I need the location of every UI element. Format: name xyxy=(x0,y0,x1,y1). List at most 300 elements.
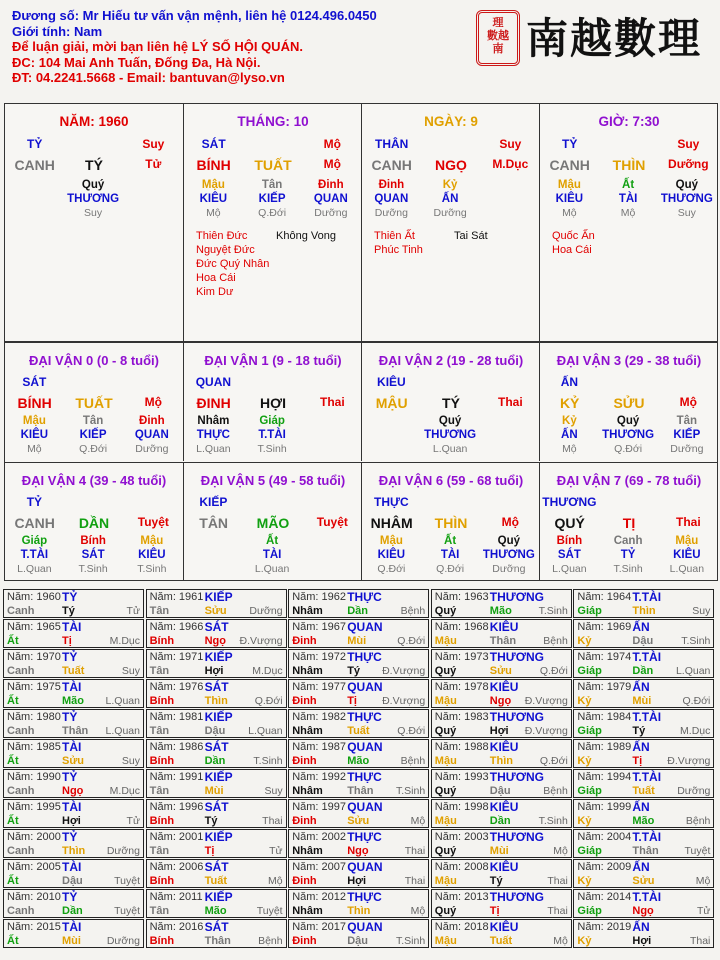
year-line-1 xyxy=(292,890,425,904)
year-label: Năm: 1976 xyxy=(149,681,204,693)
chart-header xyxy=(12,8,377,86)
year-line-1 xyxy=(577,710,710,724)
year-god: T.TÀI xyxy=(632,770,662,784)
year-stem: Ất xyxy=(7,695,19,707)
year-phase: M.Dục xyxy=(109,635,140,647)
year-line-2 xyxy=(150,634,283,648)
year-line-1 xyxy=(7,740,140,754)
spacer xyxy=(184,549,243,561)
year-stem: Mậu xyxy=(434,875,457,887)
year-god: KIẾP xyxy=(204,890,233,904)
year-label: Năm: 2013 xyxy=(434,891,489,903)
year-phase: Mộ xyxy=(410,815,426,827)
year-line-2 xyxy=(7,694,140,708)
year-phase: Thai xyxy=(404,875,426,887)
spacer xyxy=(5,207,64,219)
dai-van-god-row xyxy=(540,375,718,389)
year-label: Năm: 1962 xyxy=(292,591,346,603)
dai-van-phase: Mộ xyxy=(144,395,162,409)
year-branch: Ngọ xyxy=(489,695,512,707)
spacer xyxy=(600,137,659,151)
pillar-god-phase: Suy xyxy=(499,137,522,151)
year-branch: Tị xyxy=(489,905,500,917)
pillar-phase: Mộ xyxy=(323,157,341,171)
year-stem: Tân xyxy=(149,905,170,917)
dai-van-main-row xyxy=(5,515,183,531)
year-branch: Hợi xyxy=(204,665,224,677)
year-phase: L.Quan xyxy=(105,695,140,707)
year-cell xyxy=(3,919,144,948)
year-branch: Mão xyxy=(204,905,227,917)
year-cell xyxy=(431,799,572,828)
hidden-row xyxy=(184,179,362,191)
year-stem: Đinh xyxy=(292,875,317,887)
year-label: Năm: 2001 xyxy=(149,831,204,843)
year-line-1 xyxy=(435,710,568,724)
year-phase: Đ.Vượng xyxy=(667,755,711,767)
hidden-stem: Quý xyxy=(497,535,521,547)
year-branch: Tị xyxy=(204,845,215,857)
year-line-2 xyxy=(150,874,283,888)
year-cell xyxy=(288,589,429,618)
year-line-1 xyxy=(435,620,568,634)
hidden-stem: Giáp xyxy=(259,415,285,427)
year-cell xyxy=(146,709,287,738)
hidden-stem: Mậu xyxy=(557,179,581,191)
year-branch: Tý xyxy=(347,665,361,677)
year-stem: Kỷ xyxy=(577,875,592,887)
hidden-row xyxy=(540,179,718,191)
year-line-1 xyxy=(150,590,283,604)
year-phase: M.Dục xyxy=(680,725,711,737)
year-god: TỶ xyxy=(62,650,78,664)
spacer xyxy=(301,563,360,575)
hidden-god: QUAN xyxy=(374,193,409,205)
year-phase: Mộ xyxy=(695,875,711,887)
dai-van-god: SÁT xyxy=(22,375,47,389)
year-line-1 xyxy=(7,830,140,844)
hidden-stem: Mậu xyxy=(22,415,46,427)
year-cell xyxy=(3,799,144,828)
year-line-2 xyxy=(150,754,283,768)
year-god: TÀI xyxy=(62,920,82,934)
pillar-stars-left xyxy=(196,229,269,299)
star-item: Tai Sát xyxy=(454,230,488,242)
year-label: Năm: 1978 xyxy=(434,681,489,693)
year-god: SÁT xyxy=(204,920,229,934)
pillar-god: TỶ xyxy=(26,137,43,151)
year-cell xyxy=(3,769,144,798)
hidden-stem: Quý xyxy=(438,415,462,427)
dai-van-stem: KỶ xyxy=(559,395,580,411)
hidden-stem: Kỷ xyxy=(442,179,458,191)
year-phase: Thai xyxy=(547,905,568,917)
year-god: TỶ xyxy=(62,590,78,604)
year-branch: Thìn xyxy=(489,755,514,767)
red-seal-logo xyxy=(476,10,520,66)
dai-van-title: ĐẠI VẬN 0 (0 - 8 tuổi) xyxy=(28,353,159,368)
hidden-row xyxy=(184,429,362,441)
hidden-god: ẤN xyxy=(561,429,578,441)
year-line-2 xyxy=(435,634,568,648)
year-line-1 xyxy=(150,860,283,874)
year-stem: Nhâm xyxy=(292,845,323,857)
dai-van-stem: CANH xyxy=(14,515,55,531)
year-god: ẤN xyxy=(632,800,650,814)
calligraphy-logo: 南越數理 xyxy=(526,14,703,63)
year-label: Năm: 2015 xyxy=(7,921,61,933)
year-stem: Ất xyxy=(7,755,19,767)
dai-van-phase: Thai xyxy=(675,515,701,529)
year-cell xyxy=(146,889,287,918)
dai-van-main-row xyxy=(184,395,362,411)
year-label: Năm: 1983 xyxy=(434,711,489,723)
spacer xyxy=(244,137,303,151)
hidden-god: KIẾP xyxy=(673,429,701,441)
year-god: ẤN xyxy=(632,740,650,754)
pillar-cell xyxy=(183,104,362,341)
year-line-2 xyxy=(7,604,140,618)
spacer xyxy=(479,207,538,219)
dai-van-main-row xyxy=(362,395,540,411)
hidden-god: SÁT xyxy=(81,549,105,561)
year-stem: Bính xyxy=(149,875,175,887)
hidden-row xyxy=(362,179,540,191)
dai-van-cell xyxy=(539,462,718,581)
year-line-2 xyxy=(7,724,140,738)
hidden-god: T.TÀI xyxy=(258,429,286,441)
year-line-2 xyxy=(435,934,568,948)
year-stem: Đinh xyxy=(292,755,317,767)
dai-van-god-row xyxy=(362,375,540,389)
hidden-phase: Mộ xyxy=(27,443,42,455)
year-line-2 xyxy=(150,814,283,828)
hidden-god: KIÊU xyxy=(673,549,701,561)
year-god: THƯƠNG xyxy=(489,650,544,664)
year-branch: Tý xyxy=(489,875,503,887)
gender-label: Giới tính: xyxy=(12,23,71,39)
hidden-phase: Mộ xyxy=(562,207,577,219)
year-label: Năm: 1973 xyxy=(434,651,489,663)
year-line-2 xyxy=(577,904,710,918)
year-cell xyxy=(146,859,287,888)
year-phase: Đ.Vượng xyxy=(382,665,426,677)
star-item: Thiên Đức xyxy=(196,230,248,242)
year-branch: Mùi xyxy=(632,695,652,707)
pillar-god-row xyxy=(184,137,362,151)
year-label: Năm: 2019 xyxy=(577,921,632,933)
year-stem: Giáp xyxy=(577,605,602,617)
year-god: SÁT xyxy=(204,680,229,694)
year-cell xyxy=(431,739,572,768)
year-god: SÁT xyxy=(204,740,229,754)
year-line-2 xyxy=(577,814,710,828)
year-branch: Ngọ xyxy=(204,635,226,647)
year-stem: Giáp xyxy=(577,845,602,857)
hidden-god: KIÊU xyxy=(20,429,49,441)
year-cell xyxy=(573,799,714,828)
hidden-stem: Bính xyxy=(80,535,106,547)
pillar-branch: TÝ xyxy=(85,157,103,173)
hidden-phase: L.Quan xyxy=(17,563,52,575)
year-cell xyxy=(573,829,714,858)
year-stem: Bính xyxy=(149,755,175,767)
year-branch: Tuất xyxy=(489,935,513,947)
hidden-phase: Q.Đới xyxy=(436,563,465,575)
year-branch: Ngọ xyxy=(347,845,369,857)
year-god: QUAN xyxy=(347,920,383,934)
year-stem: Kỷ xyxy=(577,635,592,647)
pillar-stem: BÍNH xyxy=(196,157,231,173)
year-line-2 xyxy=(292,604,425,618)
hidden-phase: Dưỡng xyxy=(135,443,169,455)
spacer xyxy=(479,415,538,427)
year-line-2 xyxy=(292,724,425,738)
year-god: KIÊU xyxy=(489,740,519,754)
year-cell xyxy=(146,649,287,678)
year-label: Năm: 1972 xyxy=(292,651,346,663)
year-branch: Hợi xyxy=(489,725,509,737)
year-stem: Quý xyxy=(434,785,457,797)
spacer xyxy=(479,429,538,441)
year-branch: Thìn xyxy=(204,695,228,707)
year-line-2 xyxy=(292,784,425,798)
star-item: Đức Quý Nhân xyxy=(196,258,270,270)
hidden-row xyxy=(5,443,183,455)
dai-van-title: ĐẠI VẬN 5 (49 - 58 tuổi) xyxy=(200,473,346,488)
year-label: Năm: 1977 xyxy=(292,681,346,693)
year-phase: Tử xyxy=(126,605,140,617)
year-line-2 xyxy=(577,844,710,858)
year-god: KIẾP xyxy=(204,650,233,664)
year-label: Năm: 2016 xyxy=(149,921,204,933)
dai-van-main-row xyxy=(540,515,718,531)
year-phase: Đ.Vượng xyxy=(524,725,568,737)
hidden-phase: Mộ xyxy=(620,207,636,219)
year-cell xyxy=(146,619,287,648)
year-branch: Dậu xyxy=(62,875,83,887)
year-branch: Tý xyxy=(204,815,218,827)
dai-van-main-row xyxy=(540,395,718,411)
year-line-2 xyxy=(435,904,568,918)
contact-line: ĐT: 04.2241.5668 - Email: bantuvan@lyso.vn xyxy=(12,70,285,85)
year-line-2 xyxy=(150,694,283,708)
year-phase: Dưỡng xyxy=(106,845,140,857)
year-line-1 xyxy=(435,740,568,754)
year-line-2 xyxy=(292,634,425,648)
year-branch: Dần xyxy=(347,605,368,617)
year-cell xyxy=(3,709,144,738)
hidden-god: SÁT xyxy=(557,549,581,561)
year-label: Năm: 1963 xyxy=(434,591,489,603)
hidden-row xyxy=(540,415,718,427)
year-label: Năm: 1974 xyxy=(577,651,632,663)
year-line-1 xyxy=(292,860,425,874)
year-branch: Tý xyxy=(62,605,75,617)
year-cell xyxy=(573,649,714,678)
spacer xyxy=(301,535,360,547)
star-item: Phúc Tinh xyxy=(374,244,423,256)
year-phase: Đ.Vượng xyxy=(382,695,426,707)
year-god: T.TÀI xyxy=(632,650,662,664)
owner-line: Đương số: Mr Hiếu tư vấn vận mệnh, liên hệ 0124.496.0450 xyxy=(12,8,377,23)
hidden-phase: T.Sinh xyxy=(613,563,643,575)
year-cell xyxy=(3,859,144,888)
year-phase: Thai xyxy=(547,875,568,887)
year-god: THỰC xyxy=(347,770,382,784)
year-stem: Kỷ xyxy=(577,695,592,707)
hidden-stem: Đinh xyxy=(139,415,165,427)
year-line-1 xyxy=(150,920,283,934)
pillar-god: SÁT xyxy=(201,137,226,151)
dai-van-cell xyxy=(361,462,540,581)
year-cell xyxy=(3,889,144,918)
year-cell xyxy=(431,709,572,738)
year-phase: Suy xyxy=(692,605,711,617)
year-line-1 xyxy=(150,770,283,784)
hidden-phase: Suy xyxy=(677,207,696,219)
year-stem: Nhâm xyxy=(292,785,323,797)
year-branch: Mùi xyxy=(204,785,224,797)
hidden-phase: Dưỡng xyxy=(492,563,526,575)
year-phase: Bệnh xyxy=(400,755,426,767)
year-phase: Mộ xyxy=(553,935,568,947)
year-line-2 xyxy=(577,874,710,888)
hidden-phase: L.Quan xyxy=(254,563,290,575)
hidden-stem: Ất xyxy=(622,179,635,191)
year-phase: Bệnh xyxy=(258,935,283,947)
dai-van-god: KIÊU xyxy=(377,375,406,389)
hidden-row xyxy=(184,415,362,427)
year-label: Năm: 1967 xyxy=(292,621,346,633)
year-stem: Ất xyxy=(7,935,19,947)
year-branch: Dậu xyxy=(632,635,654,647)
pillar-main-row xyxy=(362,157,540,173)
year-cell xyxy=(146,829,287,858)
year-line-2 xyxy=(435,724,568,738)
year-stem: Ất xyxy=(7,635,19,647)
year-label: Năm: 1990 xyxy=(7,771,61,783)
year-label: Năm: 1964 xyxy=(577,591,632,603)
year-branch: Mão xyxy=(632,815,655,827)
year-branch: Tý xyxy=(632,725,646,737)
year-line-2 xyxy=(7,634,140,648)
year-stem: Giáp xyxy=(577,665,602,677)
hidden-god: TÀI xyxy=(618,193,638,205)
year-stem: Mậu xyxy=(434,635,457,647)
year-line-2 xyxy=(435,844,568,858)
year-cell xyxy=(146,769,287,798)
year-god: KIÊU xyxy=(489,680,519,694)
year-stem: Quý xyxy=(434,665,457,677)
pillar-stars-left xyxy=(374,229,423,257)
spacer xyxy=(362,415,421,427)
spacer xyxy=(301,429,360,441)
year-phase: M.Dục xyxy=(252,665,283,677)
year-line-2 xyxy=(292,694,425,708)
year-cell xyxy=(431,769,572,798)
year-line-2 xyxy=(150,724,283,738)
year-label: Năm: 2003 xyxy=(434,831,489,843)
dai-van-title: ĐẠI VẬN 6 (59 - 68 tuổi) xyxy=(378,473,524,488)
year-line-1 xyxy=(435,830,568,844)
year-phase: Mộ xyxy=(268,875,283,887)
year-stem: Quý xyxy=(434,605,457,617)
hidden-row xyxy=(540,563,718,575)
year-line-1 xyxy=(7,800,140,814)
year-god: TỶ xyxy=(62,890,78,904)
year-line-1 xyxy=(150,890,283,904)
year-branch: Thân xyxy=(632,845,659,857)
year-god: ẤN xyxy=(632,620,650,634)
year-phase: Q.Đới xyxy=(254,695,283,707)
year-cell xyxy=(431,889,572,918)
dai-van-branch: TÝ xyxy=(442,395,460,411)
year-stem: Giáp xyxy=(577,785,602,797)
year-label: Năm: 1999 xyxy=(577,801,632,813)
year-branch: Hợi xyxy=(62,815,81,827)
pillar-god: TỶ xyxy=(561,137,578,151)
year-line-1 xyxy=(292,680,425,694)
year-stem: Tân xyxy=(149,605,170,617)
year-line-2 xyxy=(7,844,140,858)
hidden-row xyxy=(362,535,540,547)
year-stem: Kỷ xyxy=(577,755,592,767)
year-label: Năm: 1994 xyxy=(577,771,632,783)
year-god: TỶ xyxy=(62,830,78,844)
hidden-stem: Canh xyxy=(613,535,643,547)
hidden-row xyxy=(184,443,362,455)
dai-van-branch: SỬU xyxy=(613,395,645,411)
year-line-1 xyxy=(292,800,425,814)
hidden-stem: Bính xyxy=(556,535,583,547)
year-god: KIẾP xyxy=(204,590,233,604)
year-line-2 xyxy=(292,874,425,888)
year-god: T.TÀI xyxy=(632,590,662,604)
year-phase: Q.Đới xyxy=(397,635,426,647)
year-branch: Mùi xyxy=(489,845,509,857)
year-line-1 xyxy=(150,710,283,724)
year-god: SÁT xyxy=(204,620,229,634)
hidden-row xyxy=(5,429,183,441)
year-phase: Q.Đới xyxy=(539,755,568,767)
year-stem: Mậu xyxy=(434,935,457,947)
dai-van-god-row xyxy=(5,495,183,509)
hidden-phase: L.Quan xyxy=(552,563,587,575)
hidden-phase: Mộ xyxy=(562,443,577,455)
year-cell xyxy=(431,679,572,708)
year-line-2 xyxy=(292,814,425,828)
spacer xyxy=(122,179,181,191)
hidden-row xyxy=(184,535,362,547)
year-god: KIẾP xyxy=(204,710,233,724)
year-label: Năm: 2012 xyxy=(292,891,346,903)
address-line: ĐC: 104 Mai Anh Tuấn, Đống Đa, Hà Nội. xyxy=(12,54,261,70)
hidden-god: KIẾP xyxy=(258,193,286,205)
year-label: Năm: 1975 xyxy=(7,681,61,693)
year-stem: Canh xyxy=(7,665,35,677)
year-line-1 xyxy=(292,650,425,664)
dai-van-branch: DẦN xyxy=(78,515,110,531)
dai-van-cell xyxy=(5,343,183,461)
year-god: QUAN xyxy=(347,860,383,874)
hidden-row xyxy=(362,207,540,219)
year-stem: Canh xyxy=(7,845,35,857)
pillar-stem: CANH xyxy=(14,157,55,173)
hidden-phase: L.Quan xyxy=(196,443,231,455)
year-phase: Mộ xyxy=(410,905,426,917)
hidden-god: QUAN xyxy=(313,193,348,205)
